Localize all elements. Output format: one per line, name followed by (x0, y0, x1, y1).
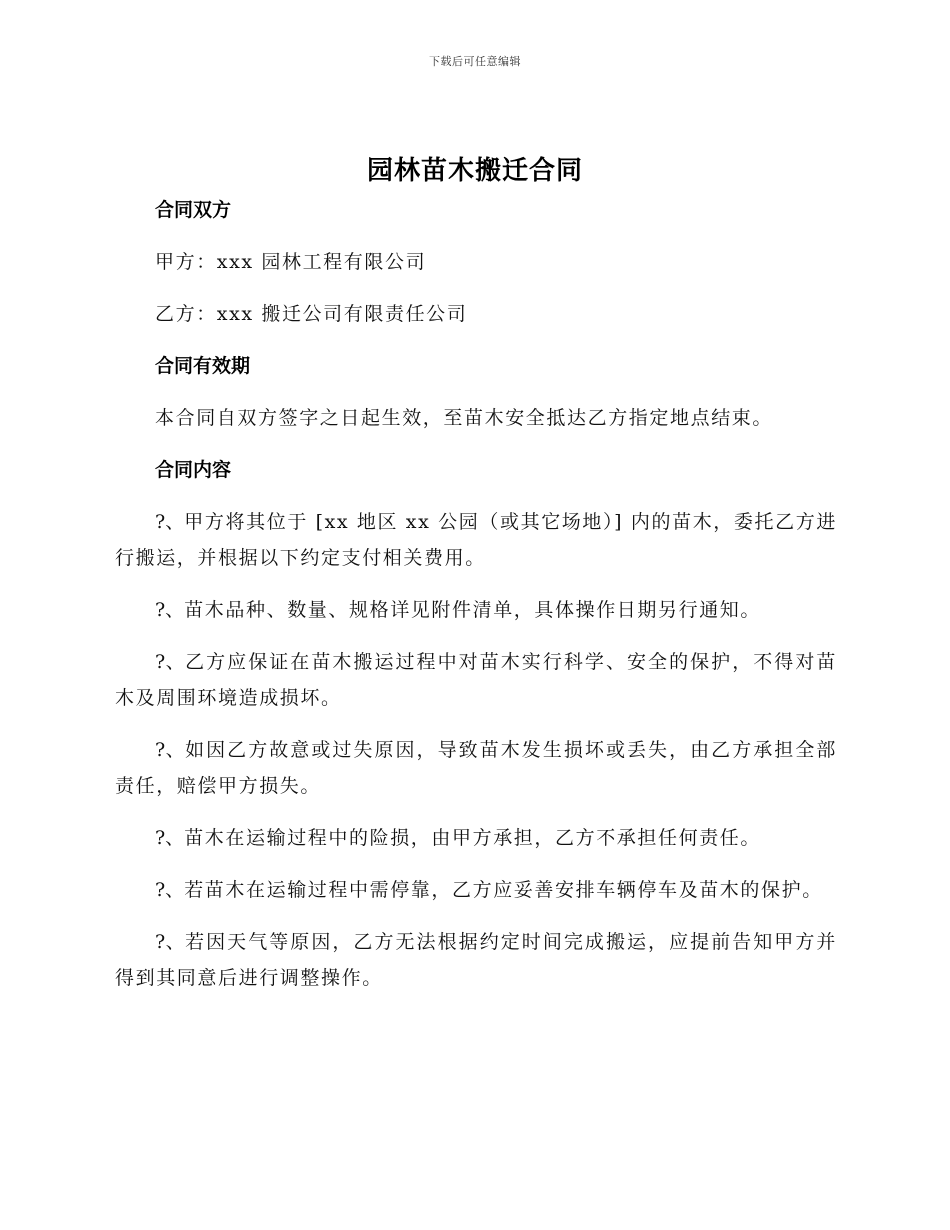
clause-paragraph (115, 644, 837, 716)
section-heading-content: 合同内容 (155, 459, 232, 481)
clause-paragraph (115, 732, 837, 804)
party-b-line: 乙方：xxx 搬迁公司有限责任公司 (155, 303, 468, 325)
section-heading-validity: 合同有效期 (155, 355, 251, 377)
header-note: 下载后可任意编辑 (429, 55, 521, 68)
clause-paragraph (115, 504, 837, 576)
clause-text: 若因天气等原因，乙方无法根据约定时间完成搬运，应提前告知甲方并得到其同意后进行调整操作。 (115, 931, 837, 989)
clause-text: 甲方将其位于 [xx 地区 xx 公园（或其它场地）] 内的苗木，委托乙方进行搬运，并根据以下约定支付相关费用。 (115, 511, 838, 569)
document-body (115, 192, 837, 1012)
clause-paragraph (115, 924, 837, 996)
clause-paragraph (115, 872, 837, 908)
clause-number: ?、 (155, 739, 186, 761)
clause-number: ?、 (155, 599, 185, 621)
party-a-line: 甲方：xxx 园林工程有限公司 (155, 251, 427, 273)
clause-paragraph (115, 592, 837, 628)
clause-text: 如因乙方故意或过失原因，导致苗木发生损坏或丢失，由乙方承担全部责任，赔偿甲方损失。 (115, 739, 837, 797)
clause-number: ?、 (155, 651, 186, 673)
clause-number: ?、 (155, 879, 185, 901)
clause-text: 苗木品种、数量、规格详见附件清单，具体操作日期另行通知。 (184, 599, 761, 621)
clause-text: 苗木在运输过程中的险损，由甲方承担，乙方不承担任何责任。 (184, 827, 761, 849)
clause-text: 若苗木在运输过程中需停靠，乙方应妥善安排车辆停车及苗木的保护。 (184, 879, 823, 901)
clause-number: ?、 (155, 511, 185, 533)
clause-paragraph (115, 820, 837, 856)
clause-text: 乙方应保证在苗木搬运过程中对苗木实行科学、安全的保护，不得对苗木及周围环境造成损坏。 (115, 651, 837, 709)
section-heading-parties: 合同双方 (155, 199, 232, 221)
validity-text: 本合同自双方签字之日起生效，至苗木安全抵达乙方指定地点结束。 (155, 407, 774, 429)
document-title: 园林苗木搬迁合同 (366, 156, 583, 186)
clause-number: ?、 (155, 931, 186, 953)
clause-number: ?、 (155, 827, 185, 849)
